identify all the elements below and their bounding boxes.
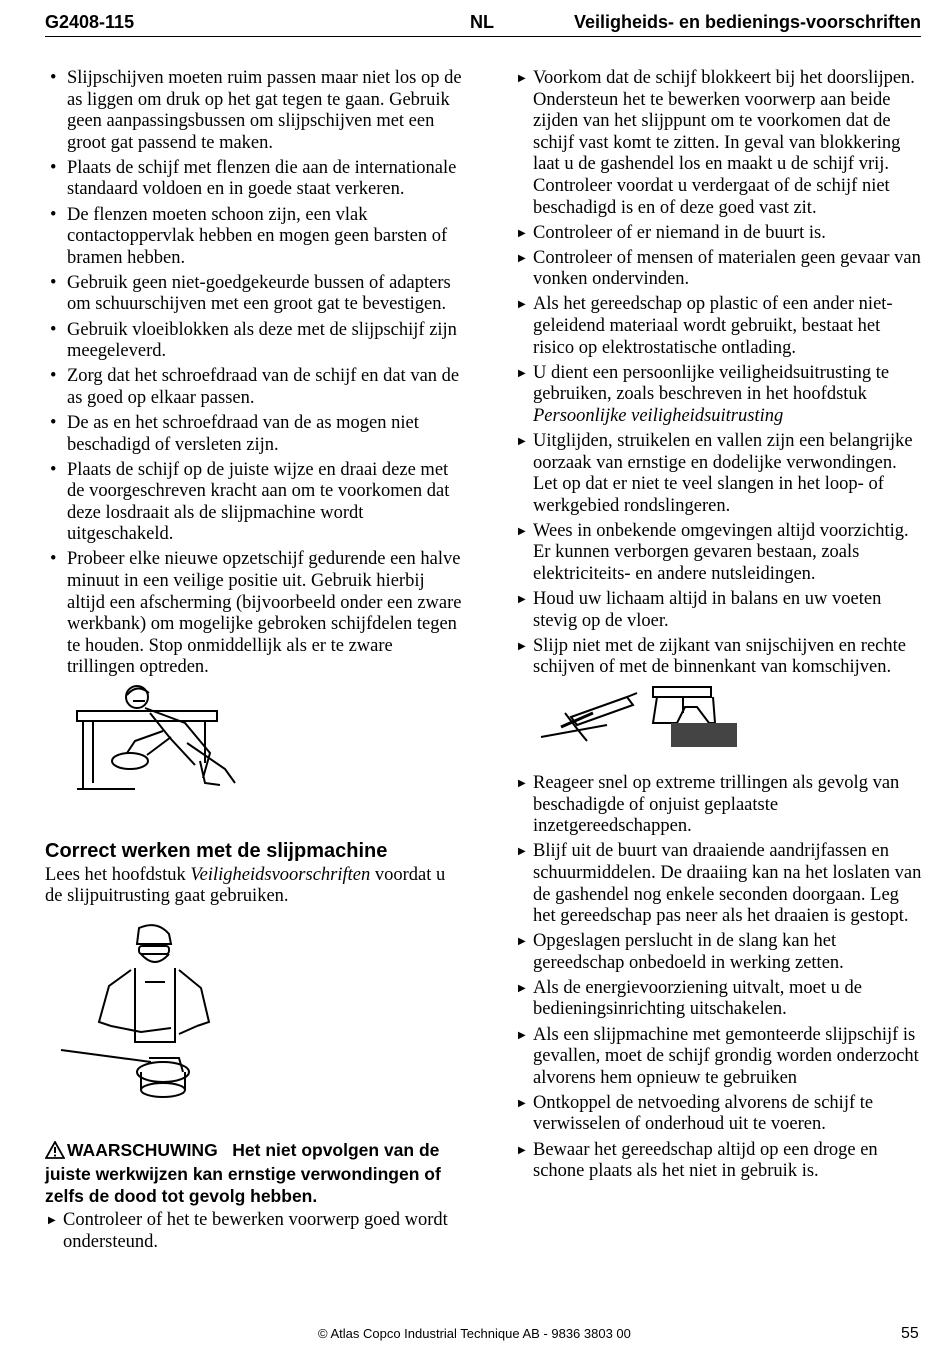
list-item-ppe <box>515 363 925 428</box>
illustration-operator-grinder <box>51 922 465 1112</box>
chapter-reference: Veiligheidsvoorschriften <box>190 864 371 885</box>
list-item: ▶ Als de energievoorziening uitvalt, moet u de bedieningsinrichting uitschakelen. <box>515 978 925 1021</box>
wrong-grinding-illustration <box>537 683 747 749</box>
workbench-illustration <box>75 683 255 793</box>
copyright-notice: © Atlas Copco Industrial Technique AB - 9836 3803 00 <box>318 1326 631 1341</box>
list-item: ▶ Controleer of mensen of materialen geen gevaar van vonken ondervinden. <box>515 248 925 291</box>
list-item: ▶ Uitglijden, struikelen en vallen zijn een belangrijke oorzaak van ernstige en dodelijke verwondingen. Let op dat er niet te veel slangen in het loop- of werkgebied rondslingeren. <box>515 431 925 517</box>
list-item: • De as en het schroefdraad van de as mogen niet beschadigd of versleten zijn. <box>45 413 465 456</box>
right-list-top <box>515 68 925 679</box>
list-item: • Probeer elke nieuwe opzetschijf gedurende een halve minuut in een veilige positie uit. Gebruik hierbij altijd een afscherming (bijvoorbeeld onder een zware werkbank) om mogelijke gebroken schijfdelen tegen te houden. Stop onmiddellijk als er te zware trillingen optreden. <box>45 549 465 679</box>
left-bullet-list <box>45 68 465 679</box>
intro-text-end: voordat u de slijpuitrusting gaat gebruiken. <box>45 864 446 907</box>
list-item: • De flenzen moeten schoon zijn, een vlak contactoppervlak hebben en mogen geen barsten of bramen hebben. <box>45 205 465 270</box>
language-code: NL <box>470 12 494 32</box>
page-number: 55 <box>901 1325 919 1342</box>
section-title: Correct werken met de slijpmachine <box>45 840 388 863</box>
list-item: • Plaats de schijf met flenzen die aan de internationale standaard voldoen en in goede staat verkeren. <box>45 158 465 201</box>
warning-triangle-icon <box>45 1141 65 1165</box>
list-item: ▶ Houd uw lichaam altijd in balans en uw voeten stevig op de vloer. <box>515 589 925 632</box>
list-item: ▶ Controleer of het te bewerken voorwerp goed wordt ondersteund. <box>45 1210 465 1253</box>
list-item: ▶ Voorkom dat de schijf blokkeert bij het doorslijpen. Ondersteun het te bewerken voorwerp aan beide zijden van het slijppunt om te voorkomen dat de schijf vast komt te zitten. In geval van blokkering laat u de gashendel los en maakt u de schijf vrij. Controleer voordat u verdergaat of de schijf niet beschadigd is en of deze goed vast zit. <box>515 68 925 219</box>
list-item: ▶ Reageer snel op extreme trillingen als gevolg van beschadigde of onjuist geplaatste inzetgereedschappen. <box>515 773 925 838</box>
section-heading: Veiligheids- en bedienings-voorschriften <box>573 12 921 32</box>
document-id: G2408-115 <box>45 12 135 32</box>
right-list-bottom <box>515 773 925 1183</box>
list-item: ▶ Controleer of er niemand in de buurt is. <box>515 223 925 245</box>
list-item: • Zorg dat het schroefdraad van de schijf en dat van de as goed op elkaar passen. <box>45 366 465 409</box>
ppe-text: U dient een persoonlijke veiligheidsuitrusting te gebruiken, zoals beschreven in het hoofdstuk <box>533 362 890 405</box>
list-item: • Plaats de schijf op de juiste wijze en draai deze met de voorgeschreven kracht aan om te voorkomen dat deze losdraait als de slijpmachine wordt uitgeschakeld. <box>45 460 465 546</box>
list-item: ▶ Wees in onbekende omgevingen altijd voorzichtig. Er kunnen verborgen gevaren bestaan, zoals elektriciteits- en andere nutsleidingen. <box>515 521 925 586</box>
operator-illustration <box>51 922 221 1112</box>
page-header <box>45 8 921 37</box>
list-item: ▶ Slijp niet met de zijkant van snijschijven en rechte schijven of met de binnenkant van komschijven. <box>515 636 925 679</box>
illustration-workbench-test <box>75 683 465 793</box>
list-item: ▶ Als een slijpmachine met gemonteerde slijpschijf is gevallen, moet de schijf grondig worden onderzocht alvorens hem opnieuw te gebruiken <box>515 1025 925 1090</box>
list-item: ▶ Als het gereedschap op plastic of een ander niet-geleidend materiaal wordt gebruikt, bestaat het risico op elektrostatische ontlading. <box>515 294 925 359</box>
left-column <box>45 68 465 1257</box>
list-item: • Slijpschijven moeten ruim passen maar niet los op de as liggen om druk op het gat tegen te gaan. Gebruik geen aanpassingsbussen om slijpschijven met een groot gat passend te maken. <box>45 68 465 154</box>
right-column <box>515 68 925 1186</box>
after-warning-list <box>45 1210 465 1253</box>
warning-box <box>45 1140 465 1208</box>
illustration-wrong-grinding <box>537 683 925 749</box>
list-item: ▶ Opgeslagen perslucht in de slang kan het gereedschap onbedoeld in werking zetten. <box>515 931 925 974</box>
list-item: • Gebruik geen niet-goedgekeurde bussen of adapters om schuurschijven met een groot gat te bevestigen. <box>45 273 465 316</box>
section-intro <box>45 865 465 908</box>
ppe-chapter-reference: Persoonlijke veiligheidsuitrusting <box>533 405 784 426</box>
list-item: ▶ Blijf uit de buurt van draaiende aandrijfassen en schuurmiddelen. De draaiing kan na het loslaten van de gashendel nog enkele seconden doorgaan. Leg het gereedschap pas neer als het draaien is gestopt. <box>515 841 925 927</box>
list-item: ▶ Bewaar het gereedschap altijd op een droge en schone plaats als het niet in gebruik is. <box>515 1140 925 1183</box>
warning-label: WAARSCHUWING <box>67 1139 218 1160</box>
intro-text: Lees het hoofdstuk <box>45 864 191 885</box>
list-item: ▶ Ontkoppel de netvoeding alvorens de schijf te verwisselen of onderhoud uit te voeren. <box>515 1093 925 1136</box>
warning-text: Het niet opvolgen van de juiste werkwijzen kan ernstige verwondingen of zelfs de dood tot gevolg hebben. <box>45 1139 441 1206</box>
list-item: • Gebruik vloeiblokken als deze met de slijpschijf zijn meegeleverd. <box>45 320 465 363</box>
